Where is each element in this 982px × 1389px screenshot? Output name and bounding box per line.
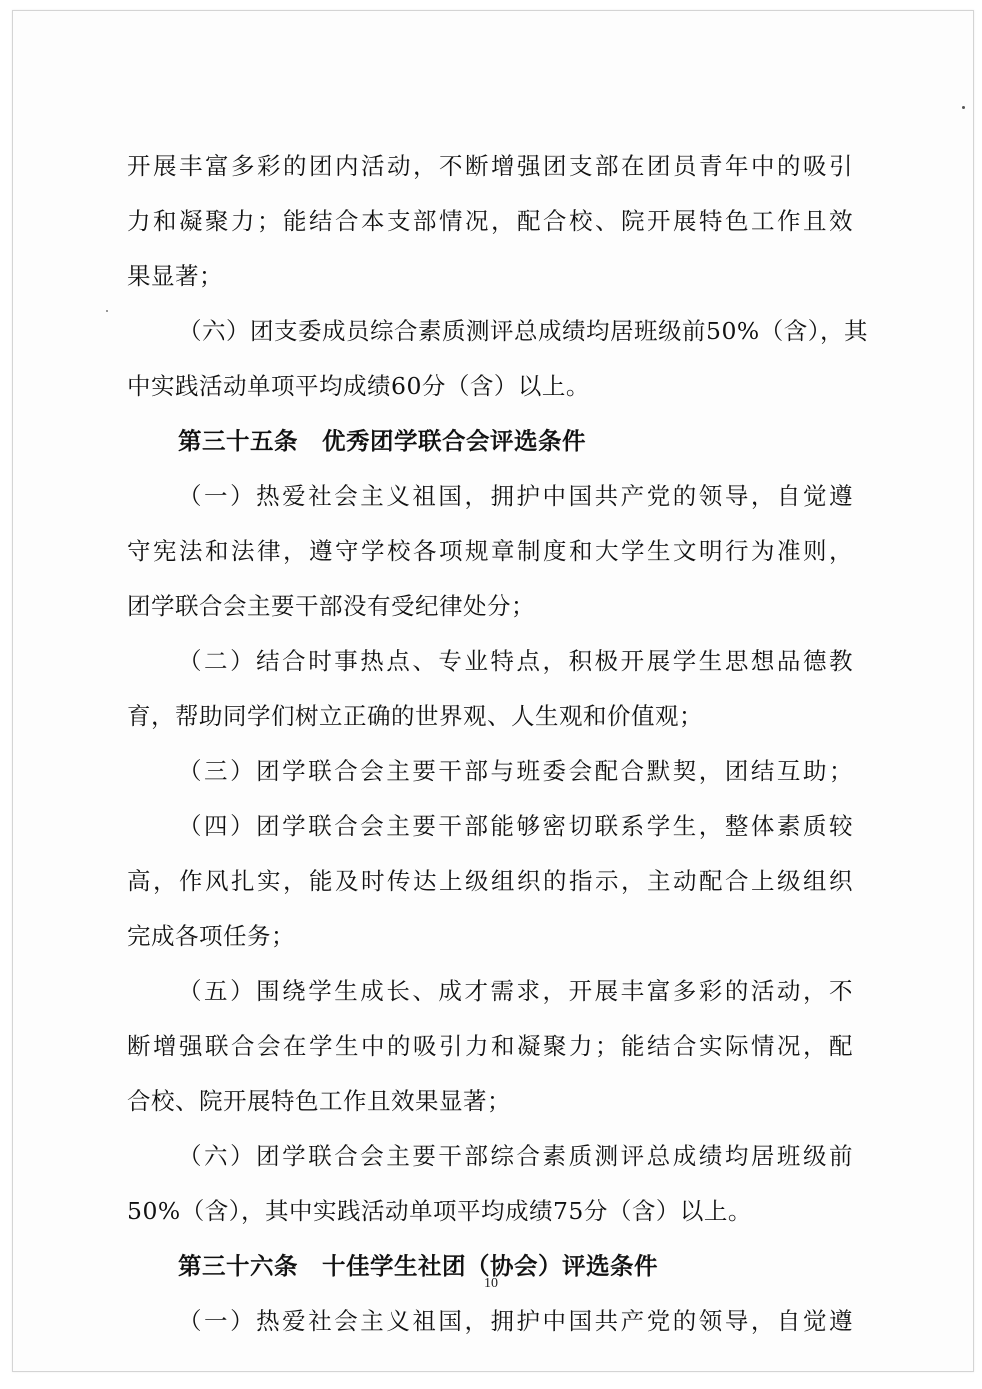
text-line: 守宪法和法律，遵守学校各项规章制度和大学生文明行为准则， [127, 537, 853, 565]
text-line: 高，作风扎实，能及时传达上级组织的指示，主动配合上级组织 [127, 867, 853, 895]
text-line: 50%（含），其中实践活动单项平均成绩75分（含）以上。 [127, 1197, 752, 1225]
text-line: 育，帮助同学们树立正确的世界观、人生观和价值观； [127, 702, 703, 730]
article-heading: 第三十五条 优秀团学联合会评选条件 [178, 427, 586, 455]
text-line: （一）热爱社会主义祖国，拥护中国共产党的领导，自觉遵 [178, 482, 853, 510]
text-line: （六）团学联合会主要干部综合素质测评总成绩均居班级前 [178, 1142, 853, 1170]
text-line: （三）团学联合会主要干部与班委会配合默契，团结互助； [178, 757, 853, 785]
scan-speck [962, 106, 965, 109]
text-line: 力和凝聚力；能结合本支部情况，配合校、院开展特色工作且效 [127, 207, 853, 235]
text-line: 团学联合会主要干部没有受纪律处分； [127, 592, 535, 620]
text-line: 断增强联合会在学生中的吸引力和凝聚力；能结合实际情况，配 [127, 1032, 853, 1060]
text-line: （五）围绕学生成长、成才需求，开展丰富多彩的活动，不 [178, 977, 853, 1005]
text-line: 果显著； [127, 262, 223, 290]
text-line: （二）结合时事热点、专业特点，积极开展学生思想品德教 [178, 647, 853, 675]
page-number: 10 [484, 1276, 498, 1291]
scan-speck [106, 310, 108, 312]
text-line: （四）团学联合会主要干部能够密切联系学生，整体素质较 [178, 812, 853, 840]
text-line: 合校、院开展特色工作且效果显著； [127, 1087, 511, 1115]
text-line: 中实践活动单项平均成绩60分（含）以上。 [127, 372, 590, 400]
article-heading: 第三十六条 十佳学生社团（协会）评选条件 [178, 1252, 658, 1280]
text-line: （六）团支委成员综合素质测评总成绩均居班级前50%（含），其 [178, 317, 868, 345]
text-line: 完成各项任务； [127, 922, 295, 950]
text-line: （一）热爱社会主义祖国，拥护中国共产党的领导，自觉遵 [178, 1307, 853, 1335]
text-line: 开展丰富多彩的团内活动，不断增强团支部在团员青年中的吸引 [127, 152, 853, 180]
